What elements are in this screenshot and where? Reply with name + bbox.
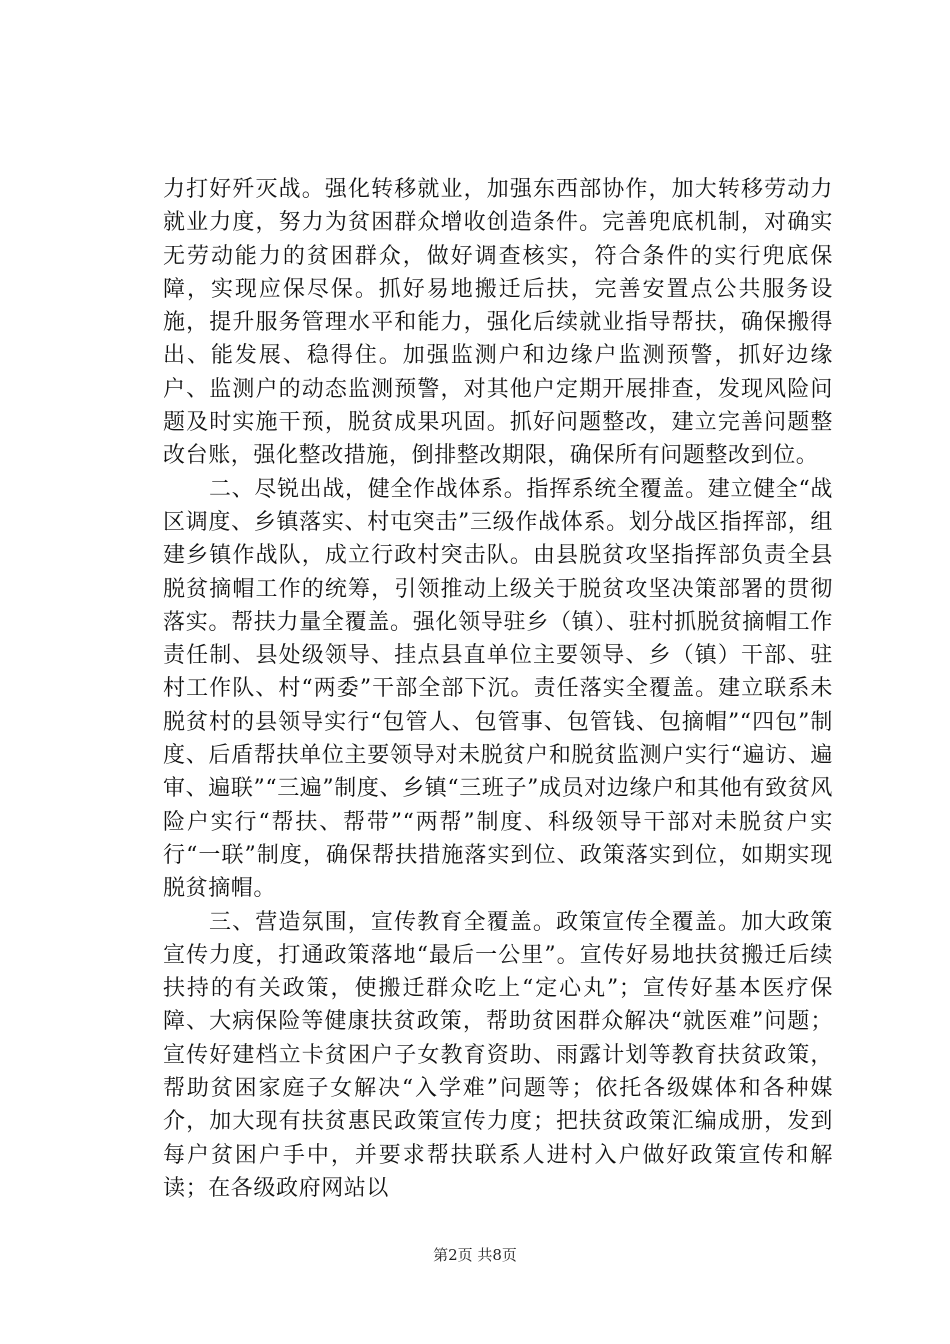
document-body bbox=[163, 173, 833, 1205]
paragraph-section-three: 三、营造氛围，宣传教育全覆盖。政策宣传全覆盖。加大政策宣传力度，打通政策落地“最后一公里”。宣传好易地扶贫搬迁后续扶持的有关政策，使搬迁群众吃上“定心丸”；宣传好基本医疗保障、大病保险等健康扶贫政策，帮助贫困群众解决“就医难”问题；宣传好建档立卡贫困户子女教育资助、雨露计划等教育扶贫政策，帮助贫困家庭子女解决“入学难”问题等；依托各级媒体和各种媒介，加大现有扶贫惠民政策宣传力度；把扶贫政策汇编成册，发到每户贫困户手中，并要求帮扶联系人进村入户做好政策宣传和解读；在各级政府网站以 bbox=[163, 909, 833, 1201]
paragraph-section-two: 二、尽锐出战，健全作战体系。指挥系统全覆盖。建立健全“战区调度、乡镇落实、村屯突击”三级作战体系。划分战区指挥部，组建乡镇作战队，成立行政村突击队。由县脱贫攻坚指挥部负责全县脱贫摘帽工作的统筹，引领推动上级关于脱贫攻坚决策部署的贯彻落实。帮扶力量全覆盖。强化领导驻乡（镇）、驻村抓脱贫摘帽工作责任制、县处级领导、挂点县直单位主要领导、乡（镇）干部、驻村工作队、村“两委”干部全部下沉。责任落实全覆盖。建立联系未脱贫村的县领导实行“包管人、包管事、包管钱、包摘帽”“四包”制度、后盾帮扶单位主要领导对未脱贫户和脱贫监测户实行“遍访、遍审、遍联”“三遍”制度、乡镇“三班子”成员对边缘户和其他有致贫风险户实行“帮扶、帮带”“两帮”制度、科级领导干部对未脱贫户实行“一联”制度，确保帮扶措施落实到位、政策落实到位，如期实现脱贫摘帽。 bbox=[163, 476, 833, 902]
paragraph-continuation: 力打好歼灭战。强化转移就业，加强东西部协作，加大转移劳动力就业力度，努力为贫困群众增收创造条件。完善兜底机制，对确实无劳动能力的贫困群众，做好调查核实，符合条件的实行兜底保障，实现应保尽保。抓好易地搬迁后扶，完善安置点公共服务设施，提升服务管理水平和能力，强化后续就业指导帮扶，确保搬得出、能发展、稳得住。加强监测户和边缘户监测预警，抓好边缘户、监测户的动态监测预警，对其他户定期开展排查，发现风险问题及时实施干预，脱贫成果巩固。抓好问题整改，建立完善问题整改台账，强化整改措施，倒排整改期限，确保所有问题整改到位。 bbox=[163, 177, 833, 469]
page-footer: 第2页 共8页 bbox=[433, 1246, 517, 1264]
